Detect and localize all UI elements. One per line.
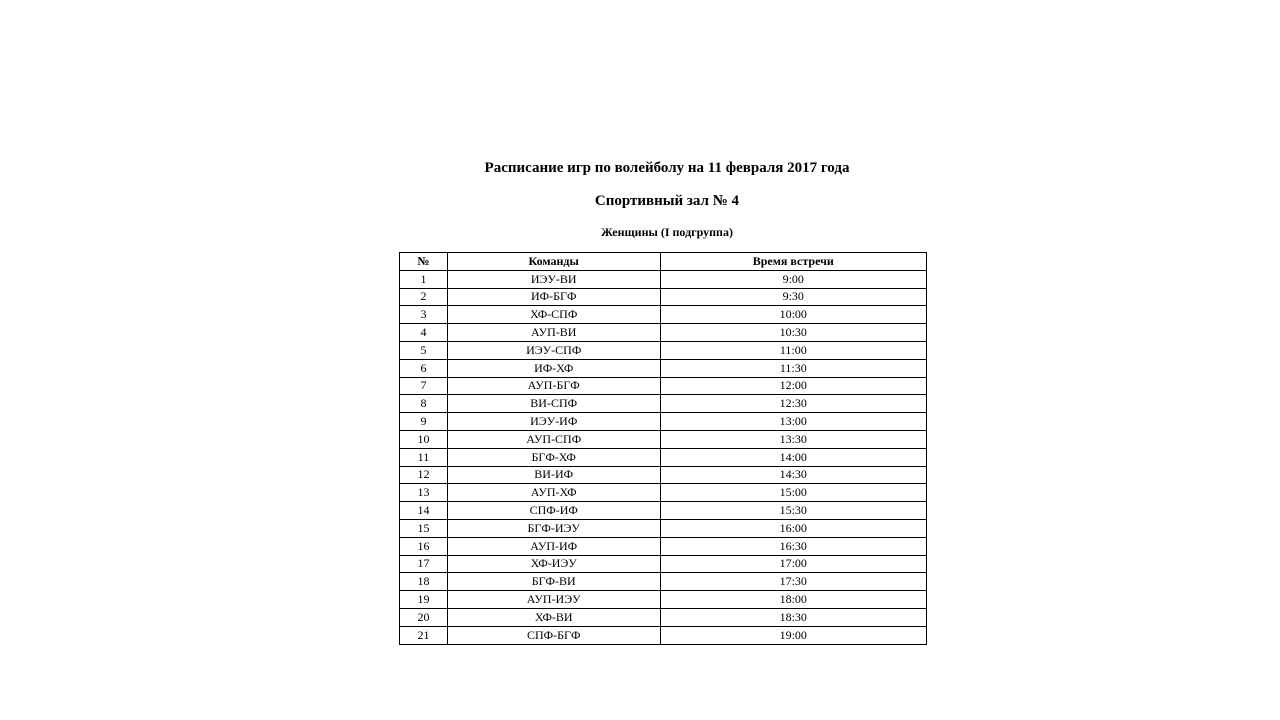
cell-teams: АУП-ВИ bbox=[447, 324, 660, 342]
header-teams: Команды bbox=[447, 253, 660, 271]
cell-time: 19:00 bbox=[660, 626, 926, 644]
table-row bbox=[400, 395, 927, 413]
cell-time: 14:30 bbox=[660, 466, 926, 484]
cell-time: 16:30 bbox=[660, 537, 926, 555]
cell-number: 2 bbox=[400, 288, 448, 306]
cell-teams: БГФ-ВИ bbox=[447, 573, 660, 591]
cell-number: 14 bbox=[400, 502, 448, 520]
table-row bbox=[400, 519, 927, 537]
cell-teams: СПФ-ИФ bbox=[447, 502, 660, 520]
cell-number: 8 bbox=[400, 395, 448, 413]
cell-teams: ИЭУ-ИФ bbox=[447, 413, 660, 431]
cell-number: 21 bbox=[400, 626, 448, 644]
table-row bbox=[400, 608, 927, 626]
cell-teams: ВИ-ИФ bbox=[447, 466, 660, 484]
cell-number: 3 bbox=[400, 306, 448, 324]
cell-time: 9:30 bbox=[660, 288, 926, 306]
cell-teams: СПФ-БГФ bbox=[447, 626, 660, 644]
cell-number: 9 bbox=[400, 413, 448, 431]
cell-number: 16 bbox=[400, 537, 448, 555]
table-row bbox=[400, 324, 927, 342]
cell-time: 13:30 bbox=[660, 430, 926, 448]
cell-number: 19 bbox=[400, 591, 448, 609]
cell-teams: ИФ-ХФ bbox=[447, 359, 660, 377]
cell-time: 12:30 bbox=[660, 395, 926, 413]
table-row bbox=[400, 288, 927, 306]
table-row bbox=[400, 341, 927, 359]
table-row bbox=[400, 448, 927, 466]
cell-teams: АУП-ИЭУ bbox=[447, 591, 660, 609]
table-row bbox=[400, 306, 927, 324]
cell-number: 5 bbox=[400, 341, 448, 359]
cell-time: 10:00 bbox=[660, 306, 926, 324]
cell-number: 20 bbox=[400, 608, 448, 626]
cell-number: 12 bbox=[400, 466, 448, 484]
cell-teams: ВИ-СПФ bbox=[447, 395, 660, 413]
page-subtitle: Спортивный зал № 4 bbox=[594, 193, 740, 209]
table-row bbox=[400, 573, 927, 591]
cell-number: 18 bbox=[400, 573, 448, 591]
cell-number: 7 bbox=[400, 377, 448, 395]
cell-teams: БГФ-ХФ bbox=[447, 448, 660, 466]
cell-number: 4 bbox=[400, 324, 448, 342]
cell-time: 17:30 bbox=[660, 573, 926, 591]
table-row bbox=[400, 270, 927, 288]
header-number: № bbox=[400, 253, 448, 271]
cell-time: 17:00 bbox=[660, 555, 926, 573]
cell-number: 10 bbox=[400, 430, 448, 448]
table-row bbox=[400, 466, 927, 484]
cell-number: 6 bbox=[400, 359, 448, 377]
cell-time: 18:00 bbox=[660, 591, 926, 609]
cell-number: 15 bbox=[400, 519, 448, 537]
table-row bbox=[400, 359, 927, 377]
table-row bbox=[400, 413, 927, 431]
table-row bbox=[400, 484, 927, 502]
cell-time: 14:00 bbox=[660, 448, 926, 466]
table-row bbox=[400, 377, 927, 395]
cell-teams: АУП-СПФ bbox=[447, 430, 660, 448]
cell-teams: ХФ-ИЭУ bbox=[447, 555, 660, 573]
table-header-row bbox=[400, 253, 927, 271]
schedule-body bbox=[400, 270, 927, 644]
cell-time: 10:30 bbox=[660, 324, 926, 342]
cell-time: 15:00 bbox=[660, 484, 926, 502]
cell-teams: БГФ-ИЭУ bbox=[447, 519, 660, 537]
cell-teams: АУП-БГФ bbox=[447, 377, 660, 395]
cell-time: 16:00 bbox=[660, 519, 926, 537]
cell-teams: ХФ-СПФ bbox=[447, 306, 660, 324]
table-row bbox=[400, 537, 927, 555]
cell-number: 13 bbox=[400, 484, 448, 502]
cell-time: 18:30 bbox=[660, 608, 926, 626]
cell-number: 17 bbox=[400, 555, 448, 573]
cell-time: 11:30 bbox=[660, 359, 926, 377]
cell-teams: АУП-ИФ bbox=[447, 537, 660, 555]
schedule-table bbox=[399, 252, 927, 645]
table-row bbox=[400, 591, 927, 609]
page-title: Расписание игр по волейболу на 11 февраля 2017 года bbox=[484, 160, 850, 176]
cell-time: 11:00 bbox=[660, 341, 926, 359]
table-row bbox=[400, 430, 927, 448]
cell-teams: ХФ-ВИ bbox=[447, 608, 660, 626]
cell-teams: ИЭУ-ВИ bbox=[447, 270, 660, 288]
cell-time: 9:00 bbox=[660, 270, 926, 288]
cell-time: 12:00 bbox=[660, 377, 926, 395]
cell-teams: ИФ-БГФ bbox=[447, 288, 660, 306]
cell-teams: ИЭУ-СПФ bbox=[447, 341, 660, 359]
group-heading: Женщины (I подгруппа) bbox=[601, 225, 733, 239]
cell-number: 11 bbox=[400, 448, 448, 466]
header-time: Время встречи bbox=[660, 253, 926, 271]
table-row bbox=[400, 626, 927, 644]
cell-number: 1 bbox=[400, 270, 448, 288]
table-row bbox=[400, 555, 927, 573]
cell-time: 13:00 bbox=[660, 413, 926, 431]
table-row bbox=[400, 502, 927, 520]
cell-time: 15:30 bbox=[660, 502, 926, 520]
cell-teams: АУП-ХФ bbox=[447, 484, 660, 502]
